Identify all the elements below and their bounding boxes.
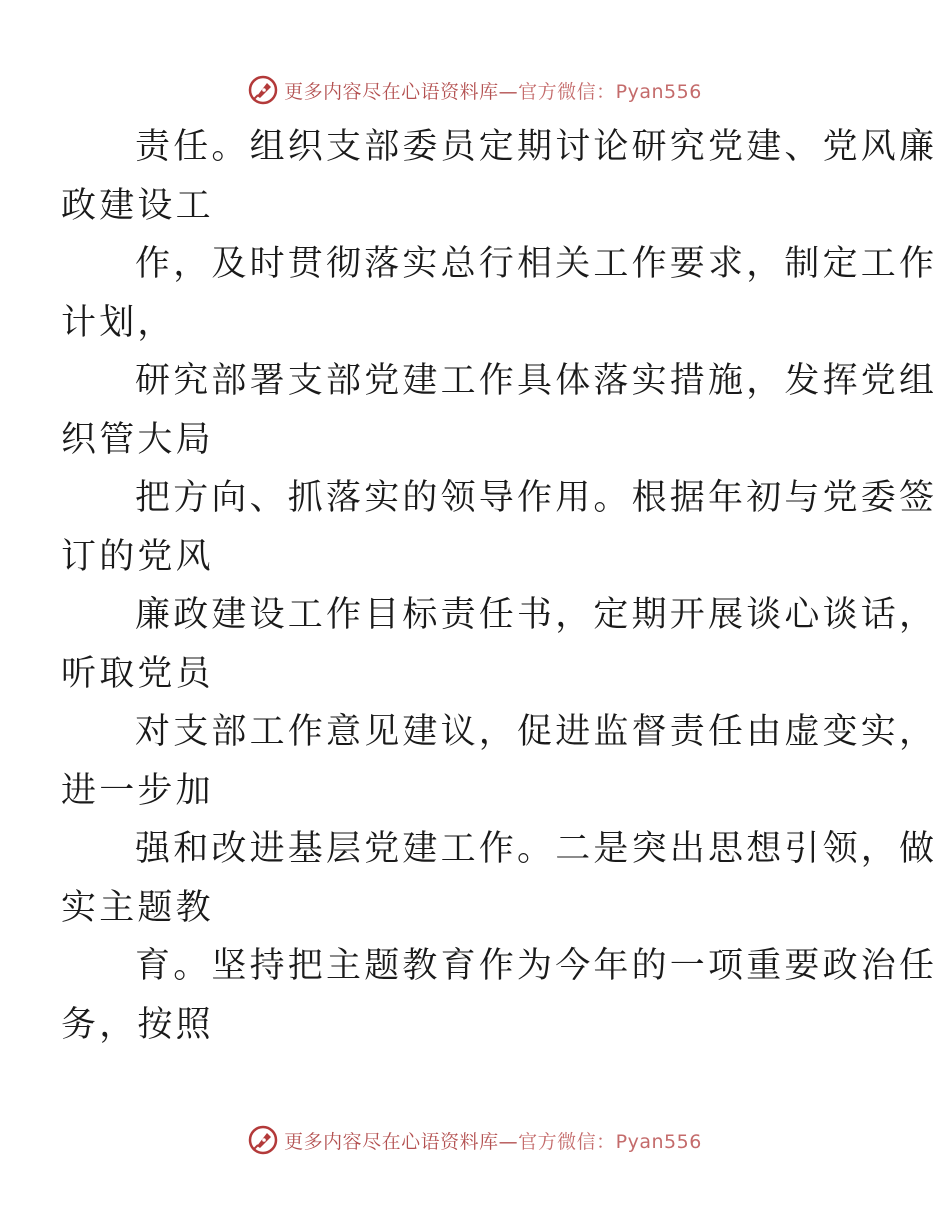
paragraph-line: 把方向、抓落实的领导作用。根据年初与党委签 (135, 478, 938, 518)
paragraph-line: 订的党风 (61, 536, 214, 577)
header-banner-text (284, 77, 702, 104)
header-banner-wechat: 官方微信：Pyan556 (518, 80, 702, 103)
paragraph-line: 政建设工 (61, 185, 214, 226)
paragraph (61, 586, 938, 703)
paragraph-line: 听取党员 (61, 653, 214, 694)
paragraph (61, 235, 938, 352)
paragraph (61, 469, 938, 586)
paragraph-line: 计划， (61, 302, 176, 343)
paragraph-line: 廉政建设工作目标责任书，定期开展谈心谈话， (135, 595, 938, 635)
pen-nib-logo-icon (248, 75, 278, 105)
paragraph-line: 责任。组织支部委员定期讨论研究党建、党风廉 (135, 127, 938, 167)
header-banner (0, 70, 950, 110)
paragraph (61, 703, 938, 820)
document-body (61, 118, 938, 1054)
paragraph-line: 实主题教 (61, 887, 214, 928)
paragraph (61, 937, 938, 1054)
footer-banner (0, 1120, 950, 1160)
pen-nib-logo-icon (248, 1125, 278, 1155)
paragraph-line: 育。坚持把主题教育作为今年的一项重要政治任 (135, 946, 938, 986)
paragraph (61, 820, 938, 937)
paragraph (61, 118, 938, 235)
paragraph-line: 进一步加 (61, 770, 214, 811)
paragraph-line: 对支部工作意见建议，促进监督责任由虚变实， (135, 712, 938, 752)
paragraph-line: 强和改进基层党建工作。二是突出思想引领，做 (135, 829, 938, 869)
footer-banner-title: 更多内容尽在心语资料库— (284, 1130, 519, 1153)
paragraph-line: 织管大局 (61, 419, 214, 460)
paragraph (61, 352, 938, 469)
header-banner-title: 更多内容尽在心语资料库— (284, 80, 519, 103)
footer-banner-text (284, 1127, 702, 1154)
paragraph-line: 作，及时贯彻落实总行相关工作要求，制定工作 (135, 244, 938, 284)
paragraph-line: 务，按照 (61, 1004, 214, 1045)
paragraph-line: 研究部署支部党建工作具体落实措施，发挥党组 (135, 361, 938, 401)
footer-banner-wechat: 官方微信：Pyan556 (518, 1130, 702, 1153)
